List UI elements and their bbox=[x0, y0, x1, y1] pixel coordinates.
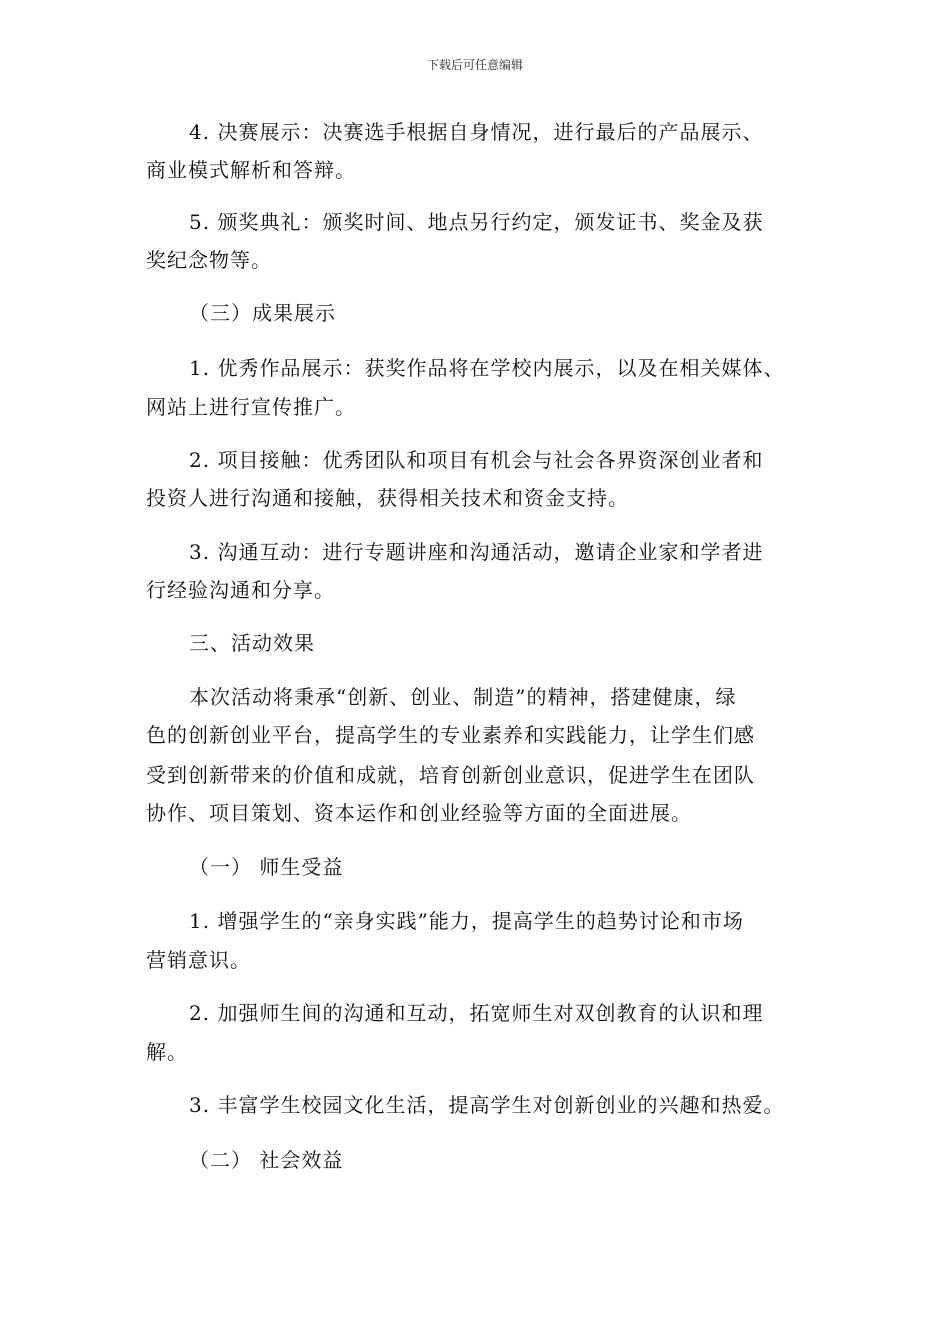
paragraph-line: 1. 增强学生的“亲身实践”能力，提高学生的趋势讨论和市场 bbox=[189, 909, 744, 933]
paragraph-line: 营销意识。 bbox=[146, 948, 251, 972]
paragraph-line: 1. 优秀作品展示：获奖作品将在学校内展示，以及在相关媒体、 bbox=[189, 356, 785, 380]
paragraph-line: 3. 沟通互动：进行专题讲座和沟通活动，邀请企业家和学者进 bbox=[189, 540, 764, 564]
page-header: 下载后可任意编辑 bbox=[426, 58, 523, 72]
paragraph-line: 本次活动将秉承“创新、创业、制造”的精神，搭建健康，绿 bbox=[189, 685, 737, 709]
paragraph-line: 4. 决赛展示：决赛选手根据自身情况，进行最后的产品展示、 bbox=[189, 120, 764, 144]
paragraph-line: 行经验沟通和分享。 bbox=[146, 578, 335, 602]
section-heading: 三、活动效果 bbox=[189, 631, 315, 655]
paragraph-line: 奖纪念物等。 bbox=[146, 248, 272, 272]
section-heading: （二） 社会效益 bbox=[189, 1148, 344, 1172]
paragraph-line: 协作、项目策划、资本运作和创业经验等方面的全面进展。 bbox=[146, 801, 692, 825]
paragraph-line: 5. 颁奖典礼：颁奖时间、地点另行约定，颁发证书、奖金及获 bbox=[189, 210, 764, 234]
section-heading: （三）成果展示 bbox=[189, 301, 336, 325]
paragraph-line: 色的创新创业平台，提高学生的专业素养和实践能力，让学生们感 bbox=[146, 723, 755, 747]
paragraph-line: 网站上进行宣传推广。 bbox=[146, 395, 356, 419]
paragraph-line: 受到创新带来的价值和成就，培育创新创业意识，促进学生在团队 bbox=[146, 763, 755, 787]
paragraph-line: 2. 加强师生间的沟通和互动，拓宽师生对双创教育的认识和理 bbox=[189, 1001, 764, 1025]
section-heading: （一） 师生受益 bbox=[189, 855, 344, 879]
paragraph-line: 投资人进行沟通和接触，获得相关技术和资金支持。 bbox=[146, 486, 629, 510]
paragraph-line: 解。 bbox=[146, 1040, 188, 1064]
paragraph-line: 3. 丰富学生校园文化生活，提高学生对创新创业的兴趣和热爱。 bbox=[189, 1093, 785, 1117]
paragraph-line: 2. 项目接触：优秀团队和项目有机会与社会各界资深创业者和 bbox=[189, 448, 764, 472]
paragraph-line: 商业模式解析和答辩。 bbox=[146, 158, 356, 182]
